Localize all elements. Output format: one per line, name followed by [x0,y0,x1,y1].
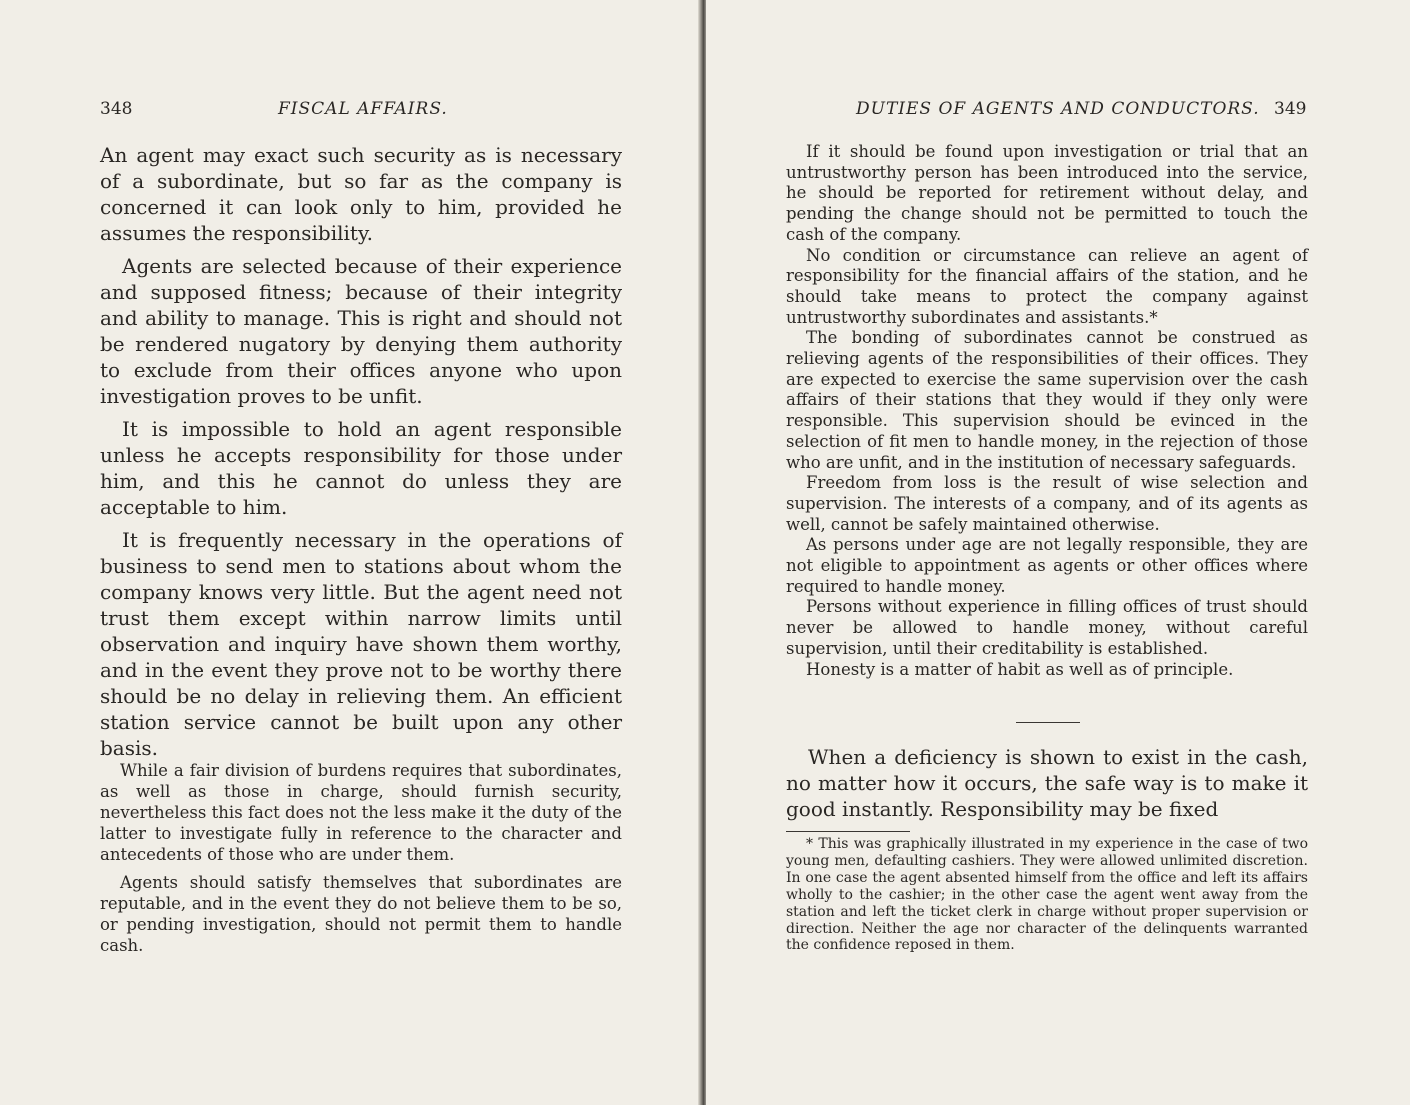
paragraph: Agents should satisfy themselves that subordinates are reputable, and in the event they do not believe them to be so, or pending investigation, should not permit them to handle cash. [100,873,622,955]
paragraph: It is impossible to hold an agent responsible unless he accepts responsibility for those under him, and this he cannot do unless they are acceptable to him. [100,417,622,519]
left-main-text [100,142,622,768]
running-title: DUTIES OF AGENTS AND CONDUCTORS. [856,99,1260,119]
section-divider [1016,722,1080,723]
paragraph: The bonding of subordinates cannot be construed as relieving agents of the responsibilities of their offices. They are expected to exercise the same supervision over the cash affairs of their stations that they would if they only were responsible. This supervision should be evinced in the selection of fit men to handle money, in the rejection of those who are unfit, and in the institution of necessary safeguards. [786,328,1308,472]
running-title: FISCAL AFFAIRS. [278,99,448,119]
page-number: 349 [1274,99,1307,119]
right-main-text [786,744,1308,822]
footnote [786,836,1308,954]
footnote-text: * This was graphically illustrated in my experience in the case of two young men, defaulting cashiers. They were allowed unlimited discretion. In one case the agent absented himself from the office and left its affairs wholly to the cashier; in the other case the agent went away from the station and left the ticket clerk in charge without proper supervision or direction. Neither the age nor character of the delinquents warranted the confidence reposed in them. [786,836,1308,954]
footnote-rule [786,831,910,832]
paragraph: While a fair division of burdens requires that subordinates, as well as those in charge, should furnish security, nevertheless this fact does not the less make it the duty of the latter to investigate fully in reference to the character and antecedents of those who are under them. [100,761,622,864]
paragraph: Agents are selected because of their experience and supposed fitness; because of their integrity and ability to manage. This is right and should not be rendered nugatory by denying them authority to exclude from their offices anyone who upon investigation proves to be unfit. [100,254,622,408]
page-number: 348 [100,99,133,119]
left-small-text [100,760,622,963]
right-page [706,0,1410,1105]
paragraph: If it should be found upon investigation or trial that an untrustworthy person has been introduced into the service, he should be reported for retirement without delay, and pending the change should not be permitted to touch the cash of the company. [786,142,1308,244]
paragraph: An agent may exact such security as is necessary of a subordinate, but so far as the company is concerned it can look only to him, provided he assumes the responsibility. [100,143,622,245]
right-small-text [786,142,1308,680]
paragraph: When a deficiency is shown to exist in the cash, no matter how it occurs, the safe way is to make it good instantly. Responsibility may be fixed [786,745,1308,821]
paragraph: Persons without experience in filling offices of trust should never be allowed to handle money, without careful supervision, until their creditability is established. [786,597,1308,658]
paragraph: Freedom from loss is the result of wise selection and supervision. The interests of a company, and of its agents as well, cannot be safely maintained otherwise. [786,473,1308,534]
paragraph: As persons under age are not legally responsible, they are not eligible to appointment as agents or other offices where required to handle money. [786,535,1308,596]
left-page [0,0,700,1105]
paragraph: No condition or circumstance can relieve an agent of responsibility for the financial affairs of the station, and he should take means to protect the company against untrustworthy subordinates and assistants.* [786,245,1308,327]
paragraph: Honesty is a matter of habit as well as of principle. [806,659,1234,679]
paragraph: It is frequently necessary in the operations of business to send men to stations about whom the company knows very little. But the agent need not trust them except within narrow limits until observation and inquiry have shown them worthy, and in the event they prove not to be worthy there should be no delay in relieving them. An efficient station service cannot be built upon any other basis. [100,528,622,760]
